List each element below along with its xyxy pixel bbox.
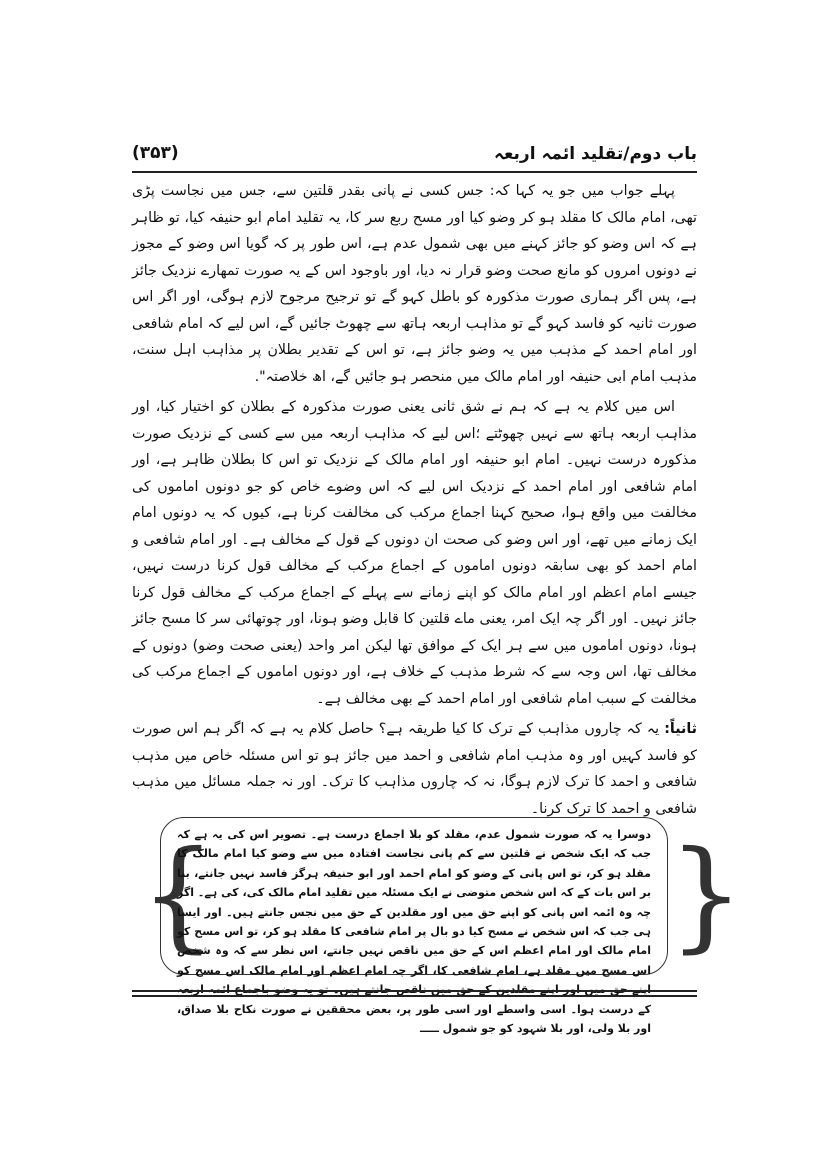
footnote-brace-right: }	[668, 826, 745, 965]
footnote-brace-left: {	[140, 826, 217, 965]
footnote-text: دوسرا یہ کہ صورت شمول عدم، مقلد کو بلا اجماع درست ہے۔ تصویر اس کی یہ ہے کہ جب کہ ایک شخص نے قلتین سے کم پانی نجاست افتادہ میں سے وضو کیا امام مالک کا مقلد ہو کر، تو اس پانی کے وضو کو امام احمد اور ابو حنیفہ ہرگز فاسد نہیں جانتے، بنا بر اس بات کے کہ اس شخص متوضی نے ایک مسئلہ میں تقلید امام مالک کی، کی ہے۔ اگر چہ وہ ائمہ اس پانی کو اپنے حق میں اور مقلدین کے حق میں نجس جانتے ہیں۔ اور ایسا ہی جب کہ اس شخص نے مسح کیا دو بال پر امام شافعی کا مقلد ہو کر، تو اس مسح کو امام مالک اور امام اعظم اس کے حق میں ناقص نہیں جانتے، اس نظر سے کہ وہ شخص اس مسح میں مقلد ہے، امام شافعی کا، اگر چہ امام اعظم اور امام مالک اس مسح کو اپنے حق میں اور اپنے مقلدین کے حق میں ناقص جانتے ہیں۔ تو یہ وضو باجماع ائمہ اربعہ کے درست ہوا۔ اسی واسطے اور اسی طور پر، بعض محققین نے صورت نکاح بلا صداق، اور بلا ولی، اور بلا شہود کو جو شمول ـــــ	[177, 828, 651, 1036]
paragraph-1: پہلے جواب میں جو یہ کہا کہ: جس کسی نے پانی بقدر قلتین سے، جس میں نجاست پڑی تھی، امام مالک کا مقلد ہو کر وضو کیا اور مسح ربع سر کا، یہ تقلید امام ابو حنیفہ کیا، تو ظاہر ہے کہ اس وضو کو جائز کہنے میں بھی شمول عدم ہے، اس طور پر کہ گویا اس وضو کے مجوز نے دونوں امروں کو مانع صحت وضو قرار نہ دیا، اور باوجود اس کے یہ صورت تمھارے نزدیک جائز ہے، پس اگر ہماری صورت مذکورہ کو باطل کہو گے تو ترجیح مرجوح لازم ہوگی، اور اگر اس صورت ثانیہ کو فاسد کہو گے تو مذاہب اربعہ ہاتھ سے چھوٹ جائیں گے، اس لیے کہ امام شافعی اور امام احمد کے مذہب میں یہ وضو جائز ہے، تو اس کے تقدیر بطلان پر مذاہب اہل سنت، مذہب امام ابی حنیفہ اور امام مالک میں منحصر ہو جائیں گے، اھ خلاصتہ".	[132, 183, 697, 385]
paragraph-3	[132, 716, 697, 822]
page-number: (۳۵۳)	[132, 143, 179, 163]
footer-rule-top	[132, 990, 697, 992]
body-text	[132, 178, 697, 822]
footer-rule-bottom	[132, 995, 697, 997]
header-title: باب دوم/تقلید ائمہ اربعہ	[493, 143, 697, 164]
page-header	[132, 138, 697, 168]
header-rule	[132, 171, 697, 173]
paragraph-3-text: یہ کہ چاروں مذاہب کے ترک کا کیا طریقہ ہے؟ حاصل کلام یہ ہے کہ اگر ہم اس صورت کو فاسد کہیں اور وہ مذہب امام شافعی و احمد میں جائز ہو تو اس مسئلہ خاص میں مذہب شافعی و احمد کا ترک لازم ہوگا، نہ کہ چاروں مذاہب کا ترک۔ اور نہ جملہ مسائل میں مذہب شافعی و احمد کا ترک کرنا۔	[132, 721, 697, 817]
footnote-box	[160, 817, 668, 1036]
paragraph-2: اس میں کلام یہ ہے کہ ہم نے شق ثانی یعنی صورت مذکورہ کے بطلان کو اختیار کیا، اور مذاہب اربعہ ہاتھ سے نہیں چھوٹتے ؛اس لیے کہ مذاہب اربعہ میں سے کسی کے نزدیک صورت مذکورہ درست نہیں۔ امام ابو حنیفہ اور امام مالک کے نزدیک تو اس کا بطلان ظاہر ہے، اور امام شافعی اور امام احمد کے نزدیک اس لیے کہ اس وضوے خاص کو جو دونوں اماموں کی مخالفت میں واقع ہوا، صحیح کہنا اجماع مرکب کی مخالفت کرنا ہے، کیوں کہ یہ دونوں امام ایک زمانے میں تھے، اور اس وضو کی صحت ان دونوں کے قول کے مخالف ہے۔ اور امام شافعی و امام احمد کو بھی سابقہ دونوں اماموں کے اجماع مرکب کے مخالف قول کرنا درست نہیں، جیسے امام اعظم اور امام مالک کو اپنے زمانے سے پہلے کے اجماع مرکب کے مخالف قول کرنا جائز نہیں۔ اور اگر چہ ایک امر، یعنی ماے قلتین کا قابل وضو ہونا، اور چوتھائی سر کا مسح جائز ہونا، دونوں اماموں میں سے ہر ایک کے موافق تھا لیکن امر واحد (یعنی صحت وضو) دونوں کے مخالف تھا، اس وجہ سے کہ شرط مذہب کے خلاف ہے، اور دونوں اماموں کے اجماع مرکب کی مخالفت کے سبب امام شافعی اور امام احمد کے بھی مخالف ہے۔	[132, 399, 697, 707]
thaniyan-label: ثانیاً:	[664, 721, 697, 737]
